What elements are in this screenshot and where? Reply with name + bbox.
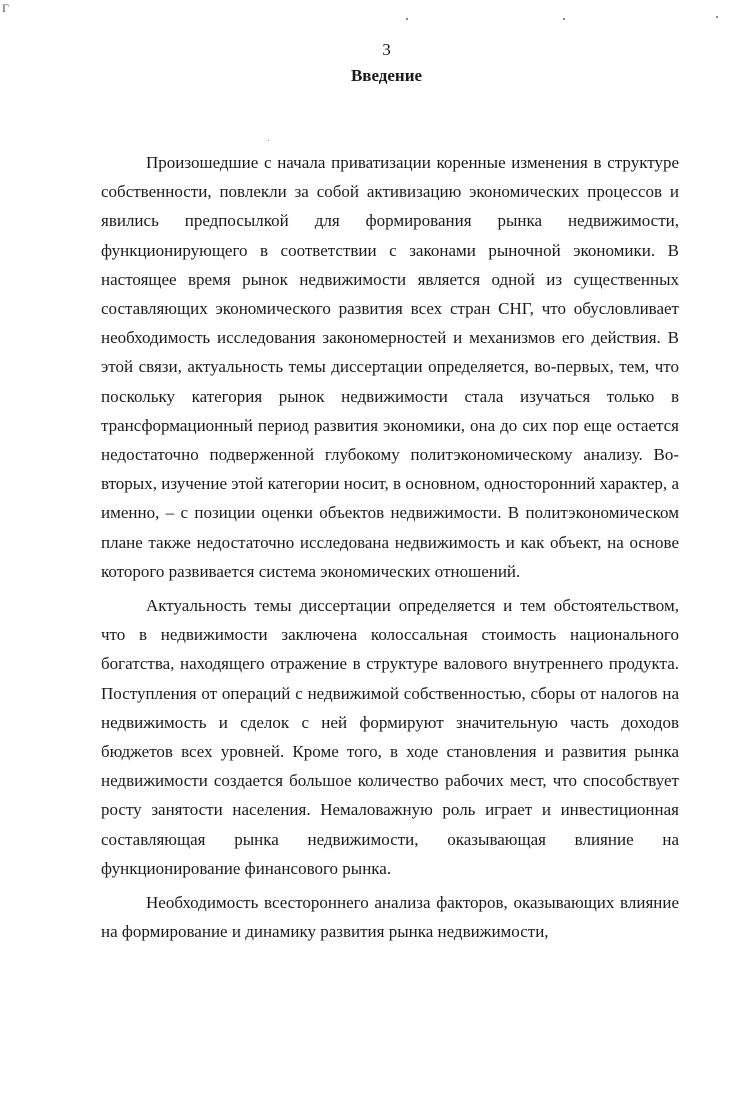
scan-speck <box>563 18 565 20</box>
paragraph: Актуальность темы диссертации определяется и тем обстоятельством, что в недвижимости заключена колоссальная стоимость национального богатства, находящего отражение в структуре валового внутреннего продукта. Поступления от операций с недвижимой собственностью, сборы от налогов на недвижимость и сделок с ней формируют значительную часть доходов бюджетов всех уровней. Кроме того, в ходе становления и развития рынка недвижимости создается большое количество рабочих мест, что способствует росту занятости населения. Немаловажную роль играет и инвестиционная составляющая рынка недвижимости, оказывающая влияние на функционирование финансового рынка. <box>101 596 679 878</box>
scan-speck <box>716 16 718 18</box>
page-number: 3 <box>382 40 391 59</box>
page-title: Введение <box>350 66 423 85</box>
scan-speck <box>406 18 408 20</box>
paragraph: Произошедшие с начала приватизации коренные изменения в структуре собственности, повлекли за собой активизацию экономических процессов и явились предпосылкой для формирования рынка недвижимости, функционирующего в соответствии с законами рыночной экономики. В настоящее время рынок недвижимости является одной из существенных составляющих экономического развития всех стран СНГ, что обусловливает необходимость исследования закономерностей и механизмов его действия. В этой связи, актуальность темы диссертации определяется, во-первых, тем, что поскольку категория рынок недвижимости стала изучаться только в трансформационный период развития экономики, она до сих пор еще остается недостаточно подверженной глубокому политэкономическому анализу. Во-вторых, изучение этой категории носит, в основном, односторонний характер, а именно, – с позиции оценки объектов недвижимости. В политэкономическом плане также недостаточно исследована недвижимость и как объект, на основе которого развивается система экономических отношений. <box>101 153 679 581</box>
corner-mark: Г <box>2 1 9 15</box>
body-text <box>101 148 679 946</box>
paragraph: Необходимость всестороннего анализа факторов, оказывающих влияние на формирование и динамику развития рынка недвижимости, <box>101 893 679 942</box>
scan-speck <box>268 140 269 141</box>
